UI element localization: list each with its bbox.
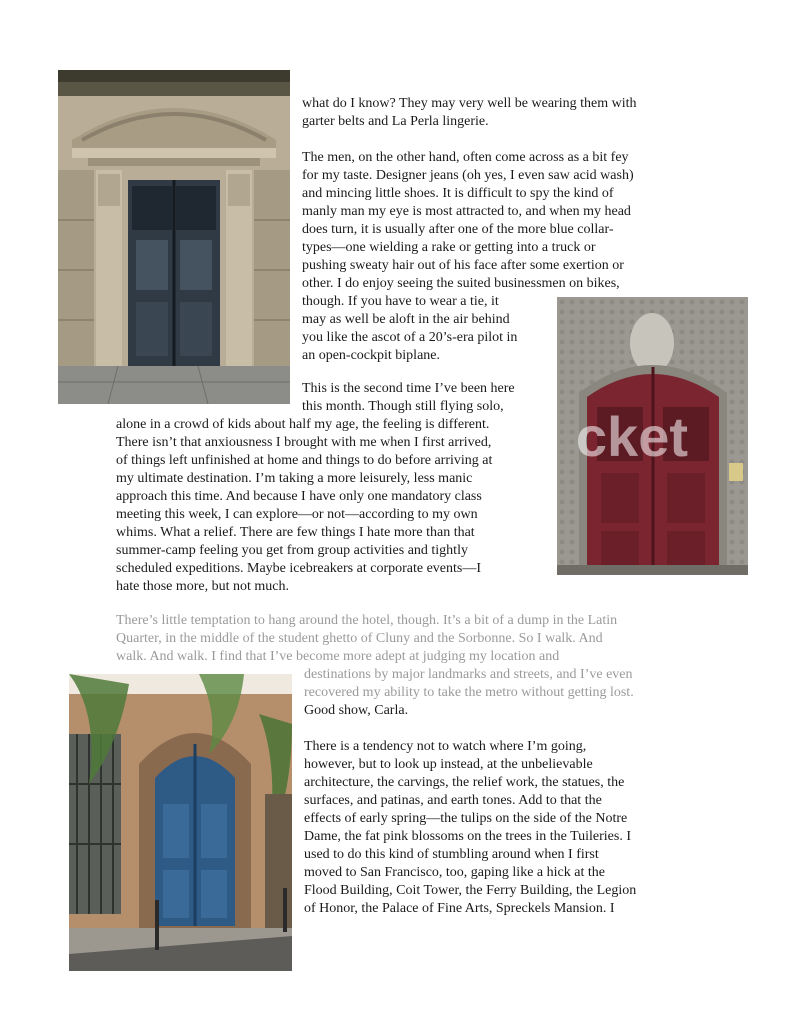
paragraph-3-cont: [116, 416, 492, 596]
paragraph-2: [302, 149, 634, 365]
paragraph-line: though. If you have to wear a tie, it: [302, 294, 499, 309]
paragraph-line: what do I know? They may very well be wearing them with: [302, 96, 637, 111]
paragraph-line: Quarter, in the middle of the student ghetto of Cluny and the Sorbonne. So I walk. And: [116, 631, 603, 646]
paragraph-4-cont: [304, 666, 634, 720]
paragraph-line: surfaces, and patinas, and earth tones. Add to that the: [304, 793, 602, 808]
paragraph-line: hate those more, but not much.: [116, 579, 290, 594]
paragraph-line: other. I do enjoy seeing the suited businessmen on bikes,: [302, 276, 620, 291]
paragraph-line: This is the second time I’ve been here: [302, 381, 515, 396]
paragraph-line: recovered my ability to take the metro without getting lost.: [304, 685, 634, 700]
paragraph-line: of things left unfinished at home and things to do before arriving at: [116, 453, 493, 468]
paragraph-4-start: [116, 612, 617, 666]
paragraph-line: however, but to look up instead, at the unbelievable: [304, 757, 593, 772]
paragraph-line: you like the ascot of a 20’s-era pilot in: [302, 330, 518, 345]
paragraph-line: architecture, the carvings, the relief work, the statues, the: [304, 775, 625, 790]
paragraph-line: of Honor, the Palace of Fine Arts, Spreckels Mansion. I: [304, 901, 615, 916]
paragraph-line: Good show, Carla.: [304, 703, 409, 718]
paragraph-line: for my taste. Designer jeans (oh yes, I even saw acid wash): [302, 168, 634, 183]
stone-doorway-photo: [58, 70, 290, 404]
blue-door-photo: [69, 674, 292, 971]
paragraph-line: whims. What a relief. There are few things I hate more than that: [116, 525, 475, 540]
paragraph-line: There is a tendency not to watch where I’m going,: [304, 739, 587, 754]
paragraph-line: does turn, it is usually after one of the more blue collar-: [302, 222, 614, 237]
photo-watermark: cket: [575, 404, 688, 468]
paragraph-line: types—one wielding a rake or getting into a truck or: [302, 240, 596, 255]
paragraph-line: an open-cockpit biplane.: [302, 348, 441, 363]
paragraph-line: pushing sweaty hair out of his face after some exertion or: [302, 258, 624, 273]
paragraph-5: [304, 738, 636, 918]
paragraph-line: this month. Though still flying solo,: [302, 399, 504, 414]
paragraph-line: scheduled expeditions. Maybe icebreakers at corporate events—I: [116, 561, 482, 576]
paragraph-line: Flood Building, Coit Tower, the Ferry Building, the Legion: [304, 883, 637, 898]
paragraph-line: moved to San Francisco, too, gaping like a hick at the: [304, 865, 605, 880]
paragraph-line: may as well be aloft in the air behind: [302, 312, 510, 327]
paragraph-line: The men, on the other hand, often come across as a bit fey: [302, 150, 629, 165]
paragraph-line: garter belts and La Perla lingerie.: [302, 114, 489, 129]
paragraph-line: Dame, the fat pink blossoms on the trees in the Tuileries. I: [304, 829, 632, 844]
blue-door-image: [69, 674, 292, 971]
paragraph-line: meeting this week, I can explore—or not—according to my own: [116, 507, 478, 522]
paragraph-3-start: [302, 380, 515, 416]
paragraph-line: alone in a crowd of kids about half my age, the feeling is different.: [116, 417, 490, 432]
paragraph-line: There isn’t that anxiousness I brought with me when I first arrived,: [116, 435, 492, 450]
paragraph-line: my ultimate destination. I’m taking a more leisurely, less manic: [116, 471, 473, 486]
paragraph-line: effects of early spring—the tulips on the side of the Notre: [304, 811, 628, 826]
paragraph-line: manly man my eye is most attracted to, and when my head: [302, 204, 631, 219]
paragraph-1: [302, 95, 636, 131]
stone-doorway-image: [58, 70, 290, 404]
paragraph-line: There’s little temptation to hang around the hotel, though. It’s a bit of a dump in the Latin: [116, 613, 618, 628]
paragraph-line: and mincing little shoes. It is difficult to spy the kind of: [302, 186, 614, 201]
paragraph-line: summer-camp feeling you get from group activities and tightly: [116, 543, 468, 558]
paragraph-line: destinations by major landmarks and streets, and I’ve even: [304, 667, 633, 682]
paragraph-line: walk. And walk. I find that I’ve become more adept at judging my location and: [116, 649, 560, 664]
paragraph-line: used to do this kind of stumbling around when I first: [304, 847, 599, 862]
paragraph-line: approach this time. And because I have only one mandatory class: [116, 489, 482, 504]
